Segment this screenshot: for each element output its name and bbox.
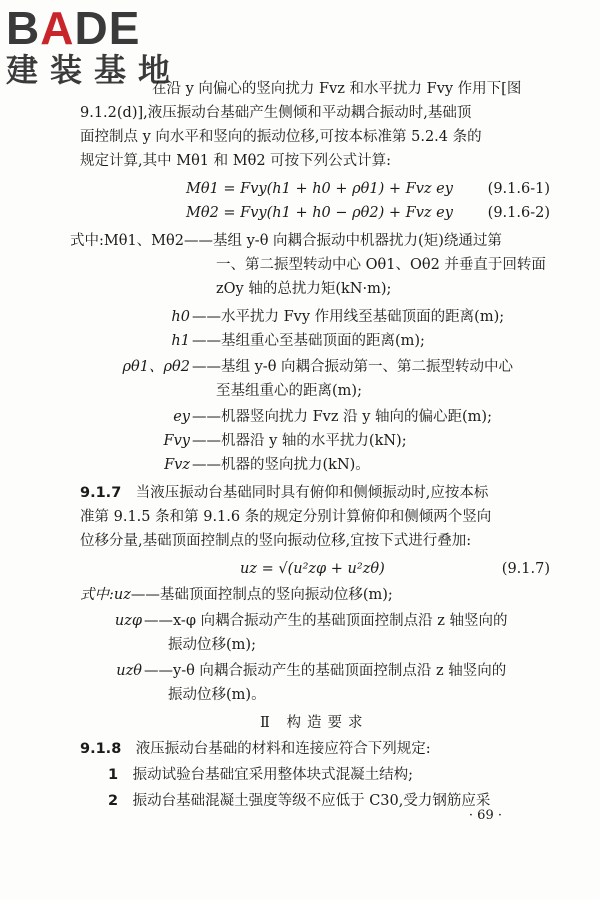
para-916-line: 面控制点 y 向水平和竖向的振动位移,可按本标准第 5.2.4 条的 — [80, 129, 482, 145]
def-text: ——y-θ 向耦合振动产生的基础顶面控制点沿 z 轴竖向的 — [144, 663, 507, 679]
def-text: ——水平扰力 Fvy 作用线至基础顶面的距离(m); — [192, 309, 505, 325]
para-918: 9.1.8 液压振动台基础的材料和连接应符合下列规定: — [80, 741, 431, 757]
section-heading: Ⅱ 构造要求 — [260, 715, 369, 731]
def-symbol: h1 — [171, 333, 190, 349]
list-item: 1 振动试验台基础宜采用整体块式混凝土结构; — [108, 767, 413, 783]
def-symbol: ρθ1、ρθ2 — [122, 359, 190, 375]
logo — [6, 4, 182, 88]
def-symbol: 式中:Mθ1、Mθ2 — [70, 233, 184, 249]
formula-9-1-6-2: Mθ2 = Fvy(h1 + h0 − ρθ2) + Fvz ey — [186, 205, 453, 221]
def-symbol: Fvy — [163, 433, 190, 449]
formula-9-1-7: uz = √(u²zφ + u²zθ) — [240, 561, 385, 577]
formula-9-1-6-1: Mθ1 = Fvy(h1 + h0 + ρθ1) + Fvz ey — [186, 181, 453, 197]
def-symbol: ey — [173, 409, 190, 425]
formula-number: (9.1.7) — [501, 561, 550, 577]
para-916-line: 9.1.2(d)],液压振动台基础产生侧倾和平动耦合振动时,基础顶 — [80, 105, 472, 121]
para-916-line: 规定计算,其中 Mθ1 和 Mθ2 可按下列公式计算: — [80, 153, 392, 169]
def-text: 振动位移(m)。 — [168, 687, 266, 703]
def-text: 至基组重心的距离(m); — [216, 383, 362, 399]
def-text: ——x-φ 向耦合振动产生的基础顶面控制点沿 z 轴竖向的 — [144, 613, 508, 629]
def-text: 一、第二振型转动中心 Oθ1、Oθ2 并垂直于回转面 — [216, 257, 546, 273]
page-number: · 69 · — [468, 808, 502, 823]
para-916-line: 在沿 y 向偏心的竖向扰力 Fvz 和水平扰力 Fvy 作用下[图 — [152, 81, 522, 97]
def-text: ——基组 y-θ 向耦合振动中机器扰力(矩)绕通过第 — [184, 233, 502, 249]
def-text: ——机器的竖向扰力(kN)。 — [192, 457, 370, 473]
list-item: 2 振动台基础混凝土强度等级不应低于 C30,受力钢筋应采 — [108, 793, 491, 809]
logo-en: BADE — [6, 2, 141, 54]
logo-cn: 建装基地 — [6, 51, 183, 89]
def-text: 振动位移(m); — [168, 637, 256, 653]
def-text: ——基组重心至基础顶面的距离(m); — [192, 333, 425, 349]
para-917-line: 位移分量,基础顶面控制点的竖向振动位移,宜按下式进行叠加: — [80, 533, 472, 549]
para-917-first-line: 9.1.7 当液压振动台基础同时具有俯仰和侧倾振动时,应按本标 — [80, 485, 489, 501]
def-917-row: 式中:uz——基础顶面控制点的竖向振动位移(m); — [80, 587, 393, 603]
def-symbol: uzθ — [116, 663, 142, 679]
def-text: ——机器沿 y 轴的水平扰力(kN); — [192, 433, 407, 449]
formula-number: (9.1.6-2) — [487, 205, 550, 221]
def-text: ——基组 y-θ 向耦合振动第一、第二振型转动中心 — [192, 359, 514, 375]
para-917-line: 准第 9.1.5 条和第 9.1.6 条的规定分别计算俯仰和侧倾两个竖向 — [80, 509, 492, 525]
def-text: ——机器竖向扰力 Fvz 沿 y 轴向的偏心距(m); — [192, 409, 492, 425]
def-text: zOy 轴的总扰力矩(kN·m); — [216, 281, 392, 297]
def-symbol: h0 — [171, 309, 190, 325]
def-symbol: uzφ — [114, 613, 142, 629]
formula-number: (9.1.6-1) — [487, 181, 550, 197]
def-symbol: Fvz — [164, 457, 190, 473]
